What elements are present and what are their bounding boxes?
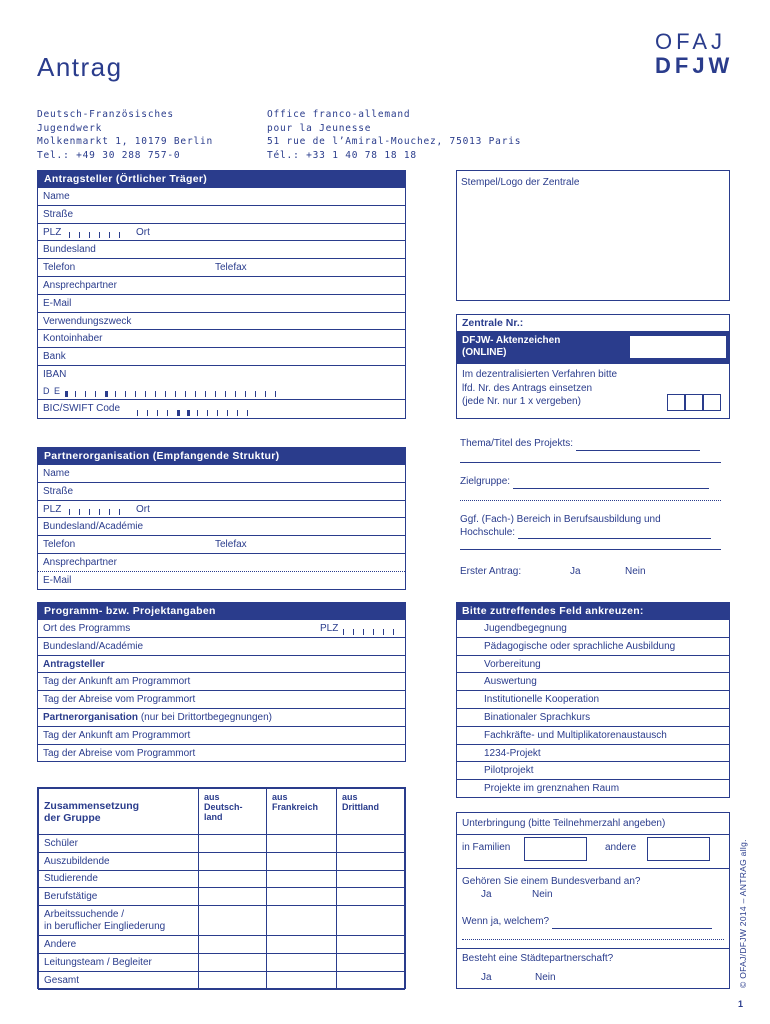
checkbox-item[interactable] (457, 673, 729, 691)
field-label: Name (43, 191, 70, 202)
addr-fr-line: Tél.: +33 1 40 78 18 18 (267, 149, 417, 161)
row-label: Leitungsteam / Begleiter (39, 953, 199, 971)
field-label: Verwendungszweck (43, 315, 132, 327)
partner-email-field[interactable] (38, 572, 405, 590)
address-fr (267, 108, 521, 162)
program-applicant-label (38, 656, 405, 674)
table-row (39, 888, 405, 906)
federation-which-field[interactable] (462, 915, 712, 929)
first-app-no[interactable]: Nein (625, 566, 646, 577)
field-label: Telefon (43, 262, 76, 274)
field-of-study[interactable] (460, 513, 711, 539)
field-label: Partnerorganisation (43, 711, 139, 723)
field-line-2 (460, 549, 721, 550)
program-arrival1-field[interactable] (38, 673, 405, 691)
housing-label: Unterbringung (bitte Teilnehmerzahl angeben) (457, 813, 729, 835)
federation-block (457, 869, 729, 949)
col-header-line: Frankreich (272, 802, 319, 812)
col-header-line: aus (272, 792, 288, 802)
field-label: Bundesland (43, 244, 96, 256)
table-row (39, 953, 405, 971)
checkbox-label: Fachkräfte- und Multiplikatorenaustausch (484, 729, 667, 741)
count-cell[interactable] (337, 852, 405, 870)
iban-prefix: D E (43, 385, 62, 396)
partner-contact-field[interactable] (38, 554, 405, 572)
checkbox-label: 1234-Projekt (484, 747, 541, 759)
field-label: Straße (43, 208, 74, 220)
field-label: Bundesland/Académie (43, 640, 144, 652)
field-label: PLZ (43, 226, 62, 238)
field-label: Kontoinhaber (43, 333, 103, 345)
families-label: in Familien (462, 842, 511, 853)
count-cell[interactable] (337, 906, 405, 936)
checkbox-item[interactable] (457, 709, 729, 727)
checkbox-label: Projekte im grenznahen Raum (484, 783, 620, 795)
addr-de-line: Molkenmarkt 1, 10179 Berlin (37, 136, 214, 147)
count-cell[interactable] (267, 870, 337, 888)
field-label: Ort des Programms (43, 623, 131, 634)
col-header-line: land (204, 812, 223, 822)
partner-section (37, 447, 406, 590)
count-cell[interactable] (199, 906, 267, 936)
field-label: Tag der Abreise vom Programmort (43, 747, 196, 759)
note-line: lfd. Nr. des Antrags einsetzen (462, 382, 593, 394)
bic-ticks (137, 410, 257, 416)
other-label: andere (605, 842, 637, 853)
count-cell[interactable] (337, 835, 405, 853)
col-header-line: Deutsch- (204, 802, 243, 812)
applicant-bank-field[interactable] (38, 348, 405, 366)
program-state-field[interactable] (38, 638, 405, 656)
applicant-name-field[interactable] (38, 188, 405, 206)
row-label: Auszubildende (39, 852, 199, 870)
stamp-label: Stempel/Logo der Zentrale (461, 177, 580, 188)
field-label: Tag der Abreise vom Programmort (43, 694, 196, 706)
which-label: Wenn ja, welchem? (462, 916, 550, 927)
table-row (39, 835, 405, 853)
applicant-contact-field[interactable] (38, 277, 405, 295)
count-cell[interactable] (337, 953, 405, 971)
field-note: (nur bei Drittortbegegnungen) (140, 711, 273, 723)
first-app-label: Erster Antrag: (460, 566, 522, 577)
field-label: Ort (136, 503, 150, 515)
theme-line-2 (460, 462, 721, 463)
count-cell[interactable] (199, 953, 267, 971)
row-label: Studierende (39, 870, 199, 888)
field-label: Ort (136, 226, 150, 238)
table-row (39, 906, 405, 936)
page-title: Antrag (37, 52, 123, 82)
housing-section (456, 812, 730, 989)
twinning-block (457, 949, 729, 987)
checkbox-item[interactable] (457, 691, 729, 709)
row-label: Berufstätige (39, 888, 199, 906)
note-line: (jede Nr. nur 1 x vergeben) (462, 396, 581, 407)
checkbox-item[interactable] (457, 727, 729, 745)
table-row (39, 852, 405, 870)
field-label: Hochschule: (460, 527, 516, 538)
iban-ticks (65, 391, 285, 397)
program-section (37, 602, 406, 762)
program-arrival2-field[interactable] (38, 727, 405, 745)
partner-header: Partnerorganisation (Empfangende Struktur) (38, 448, 405, 465)
first-application (460, 565, 521, 579)
col-header-line: aus (204, 792, 220, 802)
table-row (39, 936, 405, 954)
checkbox-item[interactable] (457, 620, 729, 638)
copyright-note: © OFAJ/DFJW 2014 – ANTRAG allg. (738, 839, 748, 988)
table-row (39, 870, 405, 888)
central-header: Zentrale Nr.: (457, 315, 729, 332)
count-cell[interactable] (267, 953, 337, 971)
count-cell[interactable] (199, 888, 267, 906)
partner-name-field[interactable] (38, 465, 405, 483)
federation-no[interactable]: Nein (532, 889, 553, 900)
twinning-yes[interactable]: Ja (481, 972, 492, 983)
field-label: PLZ (43, 503, 62, 515)
count-cell[interactable] (267, 888, 337, 906)
seq-number-box[interactable] (703, 394, 721, 411)
group-header-line: der Gruppe (44, 811, 101, 824)
applicant-plz-field[interactable] (38, 224, 405, 242)
field-label: Tag der Ankunft am Programmort (43, 676, 191, 688)
count-cell[interactable] (267, 906, 337, 936)
federation-yes[interactable]: Ja (481, 889, 492, 900)
addr-fr-line: pour la Jeunesse (267, 122, 372, 134)
page-number: 1 (738, 999, 744, 1009)
applicant-street-field[interactable] (38, 206, 405, 224)
row-label-line: in beruflicher Eingliederung (44, 920, 166, 932)
program-header: Programm- bzw. Projektangaben (38, 603, 405, 620)
checkbox-item[interactable] (457, 745, 729, 763)
applicant-email-field[interactable] (38, 295, 405, 313)
group-header-cell (39, 789, 199, 835)
target-label: Zielgruppe: (460, 476, 511, 487)
field-label: IBAN (43, 368, 67, 380)
first-app-yes[interactable]: Ja (570, 566, 581, 577)
field-label: PLZ (320, 623, 339, 634)
field-label: Straße (43, 485, 74, 497)
count-cell[interactable] (337, 936, 405, 954)
theme-field[interactable] (460, 437, 700, 451)
applicant-state-field[interactable] (38, 241, 405, 259)
other-input[interactable] (647, 837, 710, 861)
field-line (518, 530, 711, 539)
field-label: Ansprechpartner (43, 279, 117, 291)
program-departure1-field[interactable] (38, 691, 405, 709)
addr-fr-line: Office franco-allemand (267, 109, 411, 120)
checkbox-label: Institutionelle Kooperation (484, 694, 600, 706)
applicant-purpose-field[interactable] (38, 313, 405, 331)
plz-ticks (69, 509, 129, 515)
applicant-phone-field[interactable] (38, 259, 405, 277)
count-cell[interactable] (199, 870, 267, 888)
theme-label: Thema/Titel des Projekts: (460, 438, 574, 449)
field-label: Telefax (215, 262, 247, 274)
target-group-field[interactable] (460, 475, 709, 489)
program-partner-label (38, 709, 405, 727)
applicant-header: Antragsteller (Örtlicher Träger) (38, 171, 405, 188)
addr-de-line: Tel.: +49 30 288 757-0 (37, 149, 181, 161)
federation-question: Gehören Sie einem Bundesverband an? (462, 876, 641, 887)
addr-de-line: Deutsch-Französisches (37, 109, 174, 120)
row-label: Andere (39, 936, 199, 954)
field-label: E-Mail (43, 574, 72, 586)
program-departure2-field[interactable] (38, 745, 405, 763)
checkbox-label: Jugendbegegnung (484, 623, 567, 634)
logo-bottom: DFJW (655, 53, 734, 78)
applicant-account-holder-field[interactable] (38, 330, 405, 348)
dfjw-label: DFJW- Aktenzeichen (ONLINE) (462, 335, 561, 358)
row-label (39, 906, 199, 936)
twinning-no[interactable]: Nein (535, 972, 556, 983)
theme-line (576, 441, 700, 451)
partner-street-field[interactable] (38, 483, 405, 501)
count-cell[interactable] (199, 936, 267, 954)
twinning-question: Besteht eine Städtepartnerschaft? (462, 953, 614, 964)
applicant-iban-field[interactable] (38, 366, 405, 400)
checkbox-item[interactable] (457, 762, 729, 780)
count-cell[interactable] (337, 888, 405, 906)
checkbox-label: Auswertung (484, 676, 537, 688)
count-cell[interactable] (337, 971, 405, 989)
row-label: Gesamt (39, 971, 199, 989)
checkbox-item[interactable] (457, 780, 729, 798)
field-label: BIC/SWIFT Code (43, 402, 121, 414)
plz-ticks (343, 629, 403, 635)
table-row (39, 971, 405, 989)
group-table-header (39, 789, 405, 835)
count-cell[interactable] (199, 835, 267, 853)
target-line-2 (460, 500, 721, 501)
group-section (37, 787, 406, 989)
count-cell[interactable] (267, 971, 337, 989)
seq-number-box[interactable] (685, 394, 703, 411)
count-cell[interactable] (267, 852, 337, 870)
housing-row (457, 835, 729, 869)
checkbox-label: Pilotprojekt (484, 765, 534, 777)
checkbox-section (456, 602, 730, 798)
partner-phone-field[interactable] (38, 536, 405, 554)
program-place-field[interactable] (38, 620, 405, 638)
checkbox-item[interactable] (457, 656, 729, 674)
field-label: Bank (43, 351, 66, 363)
col-header-line: aus (342, 792, 358, 802)
target-line (513, 479, 709, 489)
addr-fr-line: 51 rue de l’Amiral-Mouchez, 75013 Paris (267, 136, 522, 147)
col-third-country (337, 789, 405, 835)
central-note (457, 364, 729, 409)
row-label: Schüler (39, 835, 199, 853)
group-header-line: Zusammensetzung (44, 799, 140, 812)
field-label: Telefax (215, 539, 247, 551)
field-label: Ggf. (Fach-) Bereich in Berufsausbildung und (460, 514, 661, 525)
field-label: E-Mail (43, 297, 72, 309)
count-cell[interactable] (199, 852, 267, 870)
ofaj-logo (655, 30, 745, 78)
applicant-section (37, 170, 406, 419)
seq-number-box[interactable] (667, 394, 685, 411)
checkbox-label: Vorbereitung (484, 658, 541, 670)
count-cell[interactable] (199, 971, 267, 989)
logo-top: OFAJ (655, 29, 727, 54)
addr-de-line: Jugendwerk (37, 122, 103, 134)
plz-ticks (69, 232, 129, 238)
field-label: Tag der Ankunft am Programmort (43, 729, 191, 741)
checkbox-header: Bitte zutreffendes Feld ankreuzen: (457, 603, 729, 620)
col-france (267, 789, 337, 835)
dfjw-number-input[interactable] (629, 335, 727, 359)
families-input[interactable] (524, 837, 587, 861)
field-label: Bundesland/Académie (43, 521, 144, 533)
field-label: Antragsteller (43, 658, 105, 670)
row-label-line: Arbeitssuchende / (44, 909, 125, 921)
dfjw-file-number (457, 332, 729, 364)
which-line-2 (462, 939, 724, 940)
partner-plz-field[interactable] (38, 501, 405, 519)
checkbox-label: Binationaler Sprachkurs (484, 711, 591, 723)
checkbox-label: Pädagogische oder sprachliche Ausbildung (484, 640, 676, 652)
address-de (37, 108, 213, 162)
count-cell[interactable] (267, 835, 337, 853)
col-germany (199, 789, 267, 835)
central-section (456, 314, 730, 419)
field-label: Ansprechpartner (43, 556, 117, 568)
field-label: Telefon (43, 539, 76, 551)
field-label: Name (43, 468, 70, 479)
which-line (552, 919, 712, 929)
checkbox-item[interactable] (457, 638, 729, 656)
partner-state-field[interactable] (38, 518, 405, 536)
col-header-line: Drittland (342, 802, 379, 812)
stamp-box[interactable] (456, 170, 730, 301)
count-cell[interactable] (337, 870, 405, 888)
applicant-bic-field[interactable] (38, 400, 405, 418)
count-cell[interactable] (267, 936, 337, 954)
note-line: Im dezentralisierten Verfahren bitte (462, 369, 618, 380)
group-table (38, 788, 405, 990)
